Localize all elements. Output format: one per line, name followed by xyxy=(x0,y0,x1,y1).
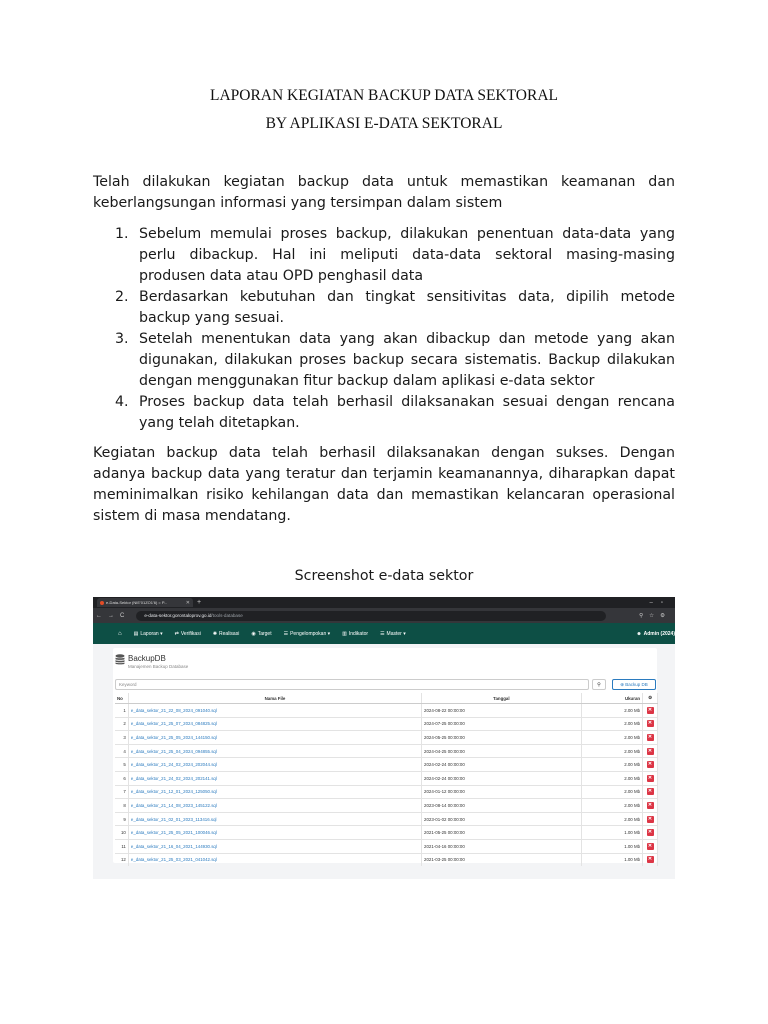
report-subtitle: BY APLIKASI E-DATA SEKTORAL xyxy=(265,115,503,132)
browser-tab[interactable] xyxy=(97,598,193,607)
delete-icon[interactable]: ✕ xyxy=(647,788,653,795)
nav-label: Master ▾ xyxy=(386,630,406,637)
settings-icon[interactable]: ⚙ xyxy=(643,693,658,704)
cell-ukuran: 1.00 Mb xyxy=(581,826,642,840)
table-row xyxy=(115,771,658,785)
cell-no: 11 xyxy=(115,839,128,853)
col-tanggal: Tanggal xyxy=(422,693,582,704)
table-row xyxy=(115,853,658,866)
cell-ukuran: 2.00 Mb xyxy=(581,717,642,731)
cell-ukuran: 2.00 Mb xyxy=(581,758,642,772)
file-link[interactable]: e_data_sektor_21_16_04_2021_144930.sql xyxy=(128,839,421,853)
new-tab-icon[interactable]: + xyxy=(197,599,202,606)
file-link[interactable]: e_data_sektor_21_12_01_2024_125050.sql xyxy=(128,785,421,799)
nav-realisasi[interactable]: ✺ Realisasi xyxy=(212,630,240,637)
col-nama-file: Nama File xyxy=(128,693,421,704)
file-link[interactable]: e_data_sektor_21_25_05_2024_144150.sql xyxy=(128,731,421,745)
cell-ukuran: 1.00 Mb xyxy=(581,839,642,853)
cell-no: 1 xyxy=(115,704,128,718)
cell-tanggal: 2023-01-02 00:00:00 xyxy=(422,812,582,826)
cell-tanggal: 2024-08-22 00:00:00 xyxy=(422,704,582,718)
cell-ukuran: 2.00 Mb xyxy=(581,744,642,758)
cell-no: 12 xyxy=(115,853,128,866)
nav-pengelompokan[interactable]: ☰ Pengelompokan ▾ xyxy=(283,630,331,637)
step-text: Sebelum memulai proses backup, dilakukan penentuan data-data yang perlu dibackup. Hal ini meliputi data-data sektoral masing-masing produsen data atau OPD penghasil data xyxy=(139,226,675,284)
table-row xyxy=(115,704,658,718)
cell-tanggal: 2024-02-24 00:00:00 xyxy=(422,758,582,772)
table-row xyxy=(115,731,658,745)
close-tab-icon[interactable]: ✕ xyxy=(185,599,190,606)
delete-icon[interactable]: ✕ xyxy=(647,842,653,849)
backup-db-label: Backup DB xyxy=(625,682,648,687)
browser-tabbar xyxy=(93,597,675,608)
page-header xyxy=(115,654,188,669)
nav-verifikasi[interactable]: ⇄ Verifikasi xyxy=(174,630,201,637)
cell-tanggal: 2021-05-25 00:00:00 xyxy=(422,826,582,840)
home-icon[interactable]: ⌂ xyxy=(118,630,122,637)
step-text: Proses backup data telah berhasil dilaksanakan sesuai dengan rencana yang telah ditetapkan. xyxy=(139,394,675,431)
nav-master[interactable]: ☰ Master ▾ xyxy=(380,630,406,637)
file-link[interactable]: e_data_sektor_21_24_02_2024_202044.sql xyxy=(128,758,421,772)
cell-tanggal: 2021-04-16 00:00:00 xyxy=(422,839,582,853)
url-field[interactable] xyxy=(136,611,606,621)
closing-paragraph: Kegiatan backup data telah berhasil dilaksanakan dengan sukses. Dengan adanya backup data yang teratur dan terjamin keamanannya, diharapkan dapat meminimalkan risiko kehilangan data dan memastikan kelancaran operasional sistem di masa mendatang. xyxy=(93,445,675,524)
delete-icon[interactable]: ✕ xyxy=(647,706,653,713)
nav-label: Pengelompokan ▾ xyxy=(290,630,331,637)
table-row xyxy=(115,839,658,853)
cell-no: 5 xyxy=(115,758,128,772)
step-text: Setelah menentukan data yang akan dibackup dan metode yang akan digunakan, dilakukan proses backup secara sistematis. Backup dilakukan dengan menggunakan fitur backup dalam aplikasi e-data sektor xyxy=(139,331,675,389)
step-number: 1. xyxy=(115,226,129,242)
browser-tab-title: e-Data-Sektor (NIE'01ZO1'6) = P... xyxy=(106,600,168,605)
favicon-icon xyxy=(100,601,104,605)
backup-card xyxy=(113,648,657,863)
file-link[interactable]: e_data_sektor_21_22_08_2024_091040.sql xyxy=(128,704,421,718)
report-title: LAPORAN KEGIATAN BACKUP DATA SEKTORAL xyxy=(209,87,558,104)
cell-tanggal: 2021-03-25 00:00:00 xyxy=(422,853,582,866)
nav-indikator[interactable]: ▥ Indikator xyxy=(342,630,369,637)
cell-tanggal: 2024-01-12 00:00:00 xyxy=(422,785,582,799)
cell-ukuran: 2.00 Mb xyxy=(581,771,642,785)
delete-icon[interactable]: ✕ xyxy=(647,761,653,768)
cell-ukuran: 2.00 Mb xyxy=(581,799,642,813)
url-host: e-data-sektor.gorontaloprov.go.id xyxy=(144,613,212,618)
table-row xyxy=(115,799,658,813)
delete-icon[interactable]: ✕ xyxy=(647,747,653,754)
delete-icon[interactable]: ✕ xyxy=(647,829,653,836)
steps-list xyxy=(93,224,675,434)
nav-label: Indikator xyxy=(348,630,369,637)
col-ukuran: Ukuran xyxy=(581,693,642,704)
cell-tanggal: 2024-05-25 00:00:00 xyxy=(422,731,582,745)
file-link[interactable]: e_data_sektor_21_25_03_2021_041042.sql xyxy=(128,853,421,866)
table-row xyxy=(115,812,658,826)
screenshot-caption: Screenshot e-data sektor xyxy=(294,568,474,584)
cell-ukuran: 2.00 Mb xyxy=(581,785,642,799)
cell-tanggal: 2024-04-25 00:00:00 xyxy=(422,744,582,758)
table-row xyxy=(115,758,658,772)
list-item xyxy=(93,392,675,434)
step-number: 3. xyxy=(115,331,129,347)
table-row xyxy=(115,785,658,799)
backup-db-button[interactable]: ⊕ Backup DB xyxy=(612,679,656,690)
database-icon xyxy=(115,654,125,665)
table-header-row xyxy=(115,693,658,704)
search-button[interactable] xyxy=(592,679,606,690)
cell-no: 6 xyxy=(115,771,128,785)
nav-laporan[interactable]: ▤ Laporan ▾ xyxy=(133,630,163,637)
delete-icon[interactable]: ✕ xyxy=(647,815,653,822)
file-link[interactable]: e_data_sektor_21_25_07_2024_084825.sql xyxy=(128,717,421,731)
table-row xyxy=(115,717,658,731)
delete-icon[interactable]: ✕ xyxy=(647,801,653,808)
page-subtitle: Manajemen Backup Database xyxy=(128,664,189,669)
cell-ukuran: 2.00 Mb xyxy=(581,731,642,745)
list-item xyxy=(93,329,675,392)
backup-table xyxy=(115,693,658,866)
cell-no: 4 xyxy=(115,744,128,758)
cell-no: 7 xyxy=(115,785,128,799)
nav-label: Laporan ▾ xyxy=(140,630,163,637)
file-link[interactable]: e_data_sektor_21_24_02_2024_202141.sql xyxy=(128,771,421,785)
cell-tanggal: 2024-02-24 00:00:00 xyxy=(422,771,582,785)
url-path: /tools-database xyxy=(211,613,243,618)
file-link[interactable]: e_data_sektor_21_25_04_2024_094855.sql xyxy=(128,744,421,758)
browser-action-icons[interactable]: ⚲☆⚙ xyxy=(639,612,671,619)
file-link[interactable]: e_data_sektor_21_25_05_2021_100046.sql xyxy=(128,826,421,840)
search-input[interactable]: Keyword xyxy=(115,679,589,690)
nav-label: Verifikasi xyxy=(180,630,201,637)
cell-ukuran: 2.00 Mb xyxy=(581,704,642,718)
file-link[interactable]: e_data_sektor_21_02_01_2023_113416.sql xyxy=(128,812,421,826)
delete-icon[interactable]: ✕ xyxy=(647,774,653,781)
table-row xyxy=(115,826,658,840)
file-link[interactable]: e_data_sektor_21_14_08_2023_145122.sql xyxy=(128,799,421,813)
step-number: 2. xyxy=(115,289,129,305)
search-icon: ⚲ xyxy=(597,682,601,688)
delete-icon[interactable]: ✕ xyxy=(647,856,653,863)
delete-icon[interactable]: ✕ xyxy=(647,720,653,727)
list-item xyxy=(93,224,675,287)
step-number: 4. xyxy=(115,394,129,410)
address-bar xyxy=(93,608,675,623)
cell-ukuran: 2.00 Mb xyxy=(581,812,642,826)
nav-target[interactable]: ◉ Target xyxy=(251,630,272,637)
cell-no: 8 xyxy=(115,799,128,813)
nav-admin[interactable]: ☻ Admin (2024) xyxy=(636,630,675,637)
list-item xyxy=(93,287,675,329)
cell-tanggal: 2023-08-14 00:00:00 xyxy=(422,799,582,813)
delete-icon[interactable]: ✕ xyxy=(647,733,653,740)
cell-tanggal: 2024-07-25 00:00:00 xyxy=(422,717,582,731)
col-no: No xyxy=(115,693,128,704)
cell-ukuran: 1.00 Mb xyxy=(581,853,642,866)
table-row xyxy=(115,744,658,758)
admin-label: Admin (2024) xyxy=(643,630,675,637)
window-controls[interactable]: –▫ xyxy=(649,599,671,606)
cell-no: 2 xyxy=(115,717,128,731)
step-text: Berdasarkan kebutuhan dan tingkat sensitivitas data, dipilih metode backup yang sesuai. xyxy=(139,289,675,326)
intro-paragraph: Telah dilakukan kegiatan backup data untuk memastikan keamanan dan keberlangsungan informasi yang tersimpan dalam sistem xyxy=(93,174,675,211)
nav-label: Realisasi xyxy=(219,630,240,637)
back-forward-reload-icons[interactable]: ←→C xyxy=(96,612,131,619)
cell-no: 10 xyxy=(115,826,128,840)
nav-label: Target xyxy=(257,630,272,637)
cell-no: 3 xyxy=(115,731,128,745)
cell-no: 9 xyxy=(115,812,128,826)
page-title: BackupDB xyxy=(128,654,166,663)
app-screenshot xyxy=(93,597,675,879)
app-navbar xyxy=(93,623,675,644)
